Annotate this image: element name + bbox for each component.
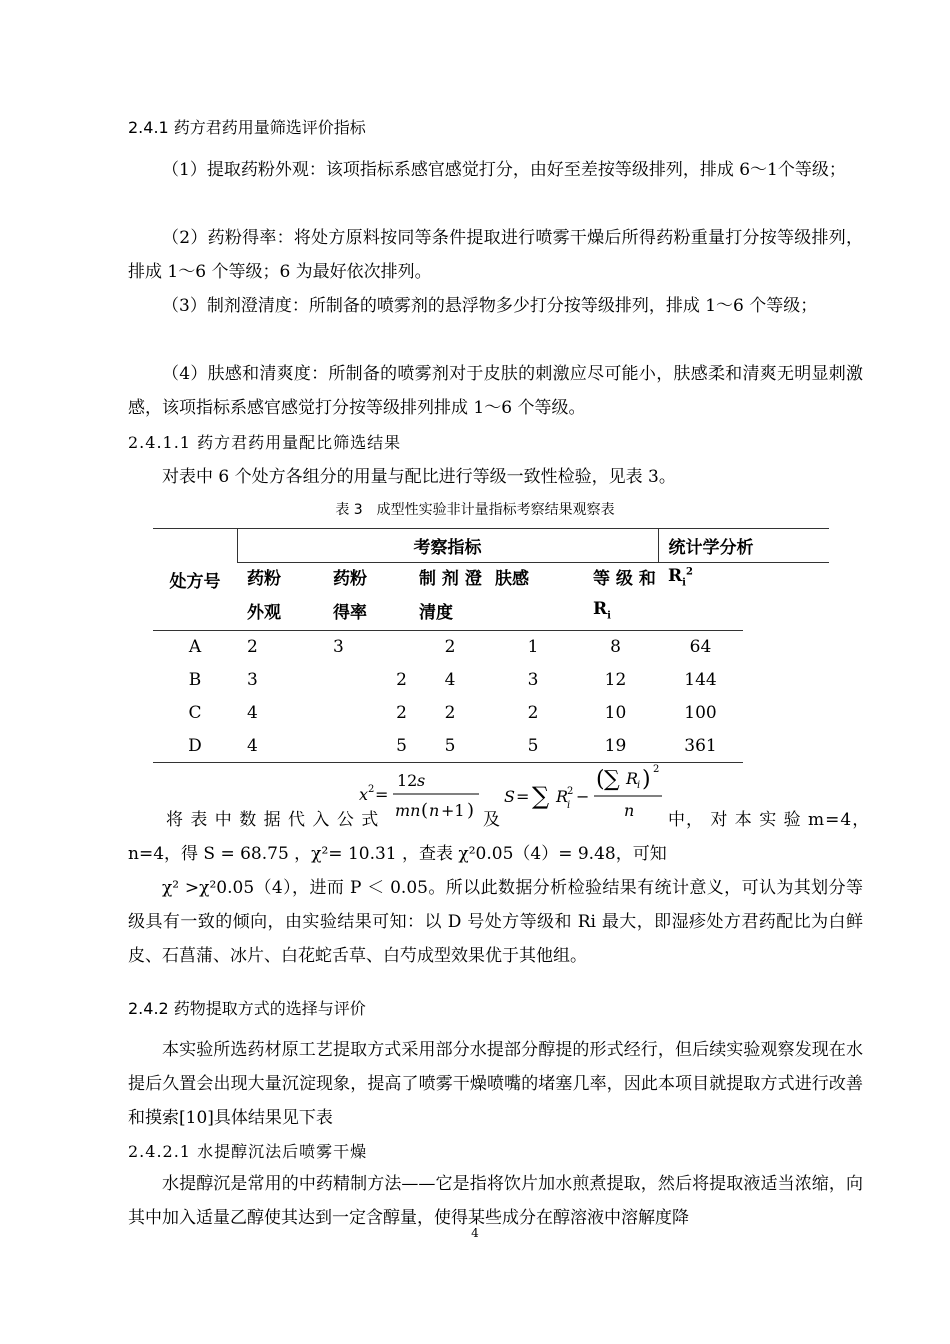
svg-text:(: ( — [596, 767, 605, 792]
cell-sum: 12 — [604, 670, 627, 690]
cell-look: 4 — [237, 730, 323, 763]
svg-text:2: 2 — [567, 786, 574, 797]
page-number: 4 — [471, 1226, 479, 1240]
cell-sum: 8 — [573, 631, 658, 664]
svg-text:i: i — [567, 800, 571, 811]
cell-formula-id: D — [153, 730, 237, 763]
svg-text:R: R — [556, 787, 569, 806]
table-header-row-2 — [153, 591, 829, 631]
criterion-2: （2）药粉得率：将处方原料按同等条件提取进行喷雾干燥后所得药粉重量打分按等级排列，排成 1～6 个等级；6 为最好依次排列。 — [128, 228, 863, 282]
cell-look: 2 — [237, 631, 323, 664]
header-powder-look-2: 外观 — [247, 602, 281, 623]
svg-text:R: R — [626, 769, 639, 788]
cell-clarity: 5 — [407, 730, 493, 763]
svg-text:∑: ∑ — [532, 782, 550, 810]
section-2-4-1-1-text: 对表中 6 个处方各组分的用量与配比进行等级一致性检验，见表 3。 — [162, 467, 676, 487]
svg-text:s: s — [417, 771, 426, 790]
formula-result-line: n=4，得 S = 68.75 ，χ²= 10.31 ，查表 χ²0.05（4）= 9.48，可知 — [128, 844, 667, 864]
criterion-1: （1）提取药粉外观：该项指标系感官感觉打分，由好至差按等级排列，排成 6～1个等级； — [162, 160, 846, 180]
svg-text:): ) — [642, 767, 651, 792]
svg-text:): ) — [467, 800, 475, 821]
svg-text:n: n — [429, 801, 440, 820]
results-table — [153, 528, 829, 763]
svg-text:(: ( — [421, 800, 429, 821]
cell-yield: 2 — [396, 703, 407, 723]
table-row — [153, 730, 829, 763]
svg-text:mn: mn — [395, 801, 421, 820]
conclusion-paragraph: χ² >χ²0.05（4），进而 P ＜ 0.05。所以此数据分析检验结果有统计意义，可认为其划分等级具有一致的倾向，由实验结果可知：以 D 号处方等级和 Ri 最大，即湿疹处方君药配比为白鲜皮、石菖蒲、冰片、白花蛇舌草、白芍成型效果优于其他组。 — [128, 878, 863, 966]
header-yield-2: 得率 — [333, 602, 367, 623]
cell-formula-id: B — [188, 670, 202, 690]
cell-skin: 3 — [527, 670, 539, 690]
header-r-squared: $R_i^2$ — [668, 565, 693, 588]
svg-text:x: x — [359, 785, 369, 804]
cell-yield: 2 — [396, 670, 407, 690]
cell-formula-id: C — [188, 703, 202, 723]
header-skin-feel: 肤感 — [495, 569, 529, 590]
table-row — [153, 631, 829, 664]
cell-look: 3 — [247, 670, 258, 690]
svg-text:+1: +1 — [441, 801, 465, 820]
formula-lead-text: 将 表 中 数 据 代 入 公 式 — [166, 810, 380, 830]
svg-text:=: = — [516, 787, 530, 806]
section-2-4-2-1-text: 水提醇沉是常用的中药精制方法——它是指将饮片加水煎煮提取，然后将提取液适当浓缩，向其中加入适量乙醇使其达到一定含醇量，使得某些成分在醇溶液中溶解度降 — [128, 1174, 863, 1228]
section-2-4-1-title: 2.4.1 药方君药用量筛选评价指标 — [128, 118, 366, 137]
svg-text:12: 12 — [397, 771, 418, 790]
criterion-3: （3）制剂澄清度：所制备的喷雾剂的悬浮物多少打分按等级排列，排成 1～6 个等级； — [162, 296, 818, 316]
svg-text:2: 2 — [653, 764, 660, 775]
cell-skin: 2 — [527, 703, 539, 723]
svg-text:n: n — [624, 801, 635, 820]
cell-clarity: 4 — [444, 670, 456, 690]
cell-yield: 3 — [323, 631, 407, 664]
table-caption: 表 3 成型性实验非计量指标考察结果观察表 — [335, 502, 615, 518]
svg-text:2: 2 — [368, 784, 375, 795]
cell-clarity: 2 — [444, 703, 456, 723]
header-clarity-2: 清度 — [419, 602, 453, 623]
formula-and: 及 — [483, 810, 500, 830]
cell-look: 4 — [247, 703, 258, 723]
cell-sum: 10 — [604, 703, 627, 723]
section-2-4-2-text: 本实验所选药材原工艺提取方式采用部分水提部分醇提的形式经行，但后续实验观察发现在水提后久置会出现大量沉淀现象，提高了喷雾干燥喷嘴的堵塞几率，因此本项目就提取方式进行改善和摸索[10]具体结果见下表 — [128, 1040, 863, 1128]
header-yield-1: 药粉 — [333, 569, 367, 590]
header-rank-sum-2: $R_i$ — [593, 599, 611, 622]
cell-yield: 5 — [323, 730, 407, 763]
group-header-stats: 统计学分析 — [658, 529, 829, 563]
svg-text:−: − — [576, 787, 590, 806]
header-powder-look-1: 药粉 — [247, 569, 281, 590]
cell-skin: 1 — [493, 631, 573, 664]
cell-sum: 19 — [573, 730, 658, 763]
cell-skin: 5 — [493, 730, 573, 763]
table-group-header-row — [153, 529, 829, 563]
svg-text:S: S — [504, 787, 515, 806]
group-header-indicators: 考察指标 — [237, 529, 658, 563]
section-2-4-2-1-title: 2.4.2.1 水提醇沉法后喷雾干燥 — [128, 1142, 368, 1161]
table-header-row-1 — [153, 563, 829, 591]
chi-square-formula — [355, 762, 485, 824]
svg-text:∑: ∑ — [604, 767, 620, 792]
table-row — [153, 697, 829, 730]
s-formula — [500, 758, 670, 824]
cell-formula-id: A — [153, 631, 237, 664]
cell-clarity: 2 — [407, 631, 493, 664]
cell-r2: 64 — [658, 631, 743, 664]
criterion-4: （4）肤感和清爽度：所制备的喷雾剂对于皮肤的刺激应尽可能小，肤感柔和清爽无明显刺激感，该项指标系感官感觉打分按等级排列排成 1～6 个等级。 — [128, 364, 863, 418]
svg-text:=: = — [375, 785, 389, 804]
table-row — [153, 664, 829, 697]
cell-r2: 361 — [658, 730, 743, 763]
svg-text:i: i — [637, 780, 641, 791]
formula-tail-text: 中， 对 本 实 验 m=4， — [668, 810, 871, 830]
header-clarity-1: 制 剂 澄 — [419, 569, 482, 590]
section-2-4-2-title: 2.4.2 药物提取方式的选择与评价 — [128, 999, 366, 1018]
cell-r2: 144 — [684, 670, 717, 690]
section-2-4-1-1-title: 2.4.1.1 药方君药用量配比筛选结果 — [128, 433, 402, 452]
header-formula-no: 处方号 — [169, 571, 221, 592]
header-rank-sum-1: 等 级 和 — [593, 569, 656, 590]
cell-r2: 100 — [684, 703, 717, 723]
